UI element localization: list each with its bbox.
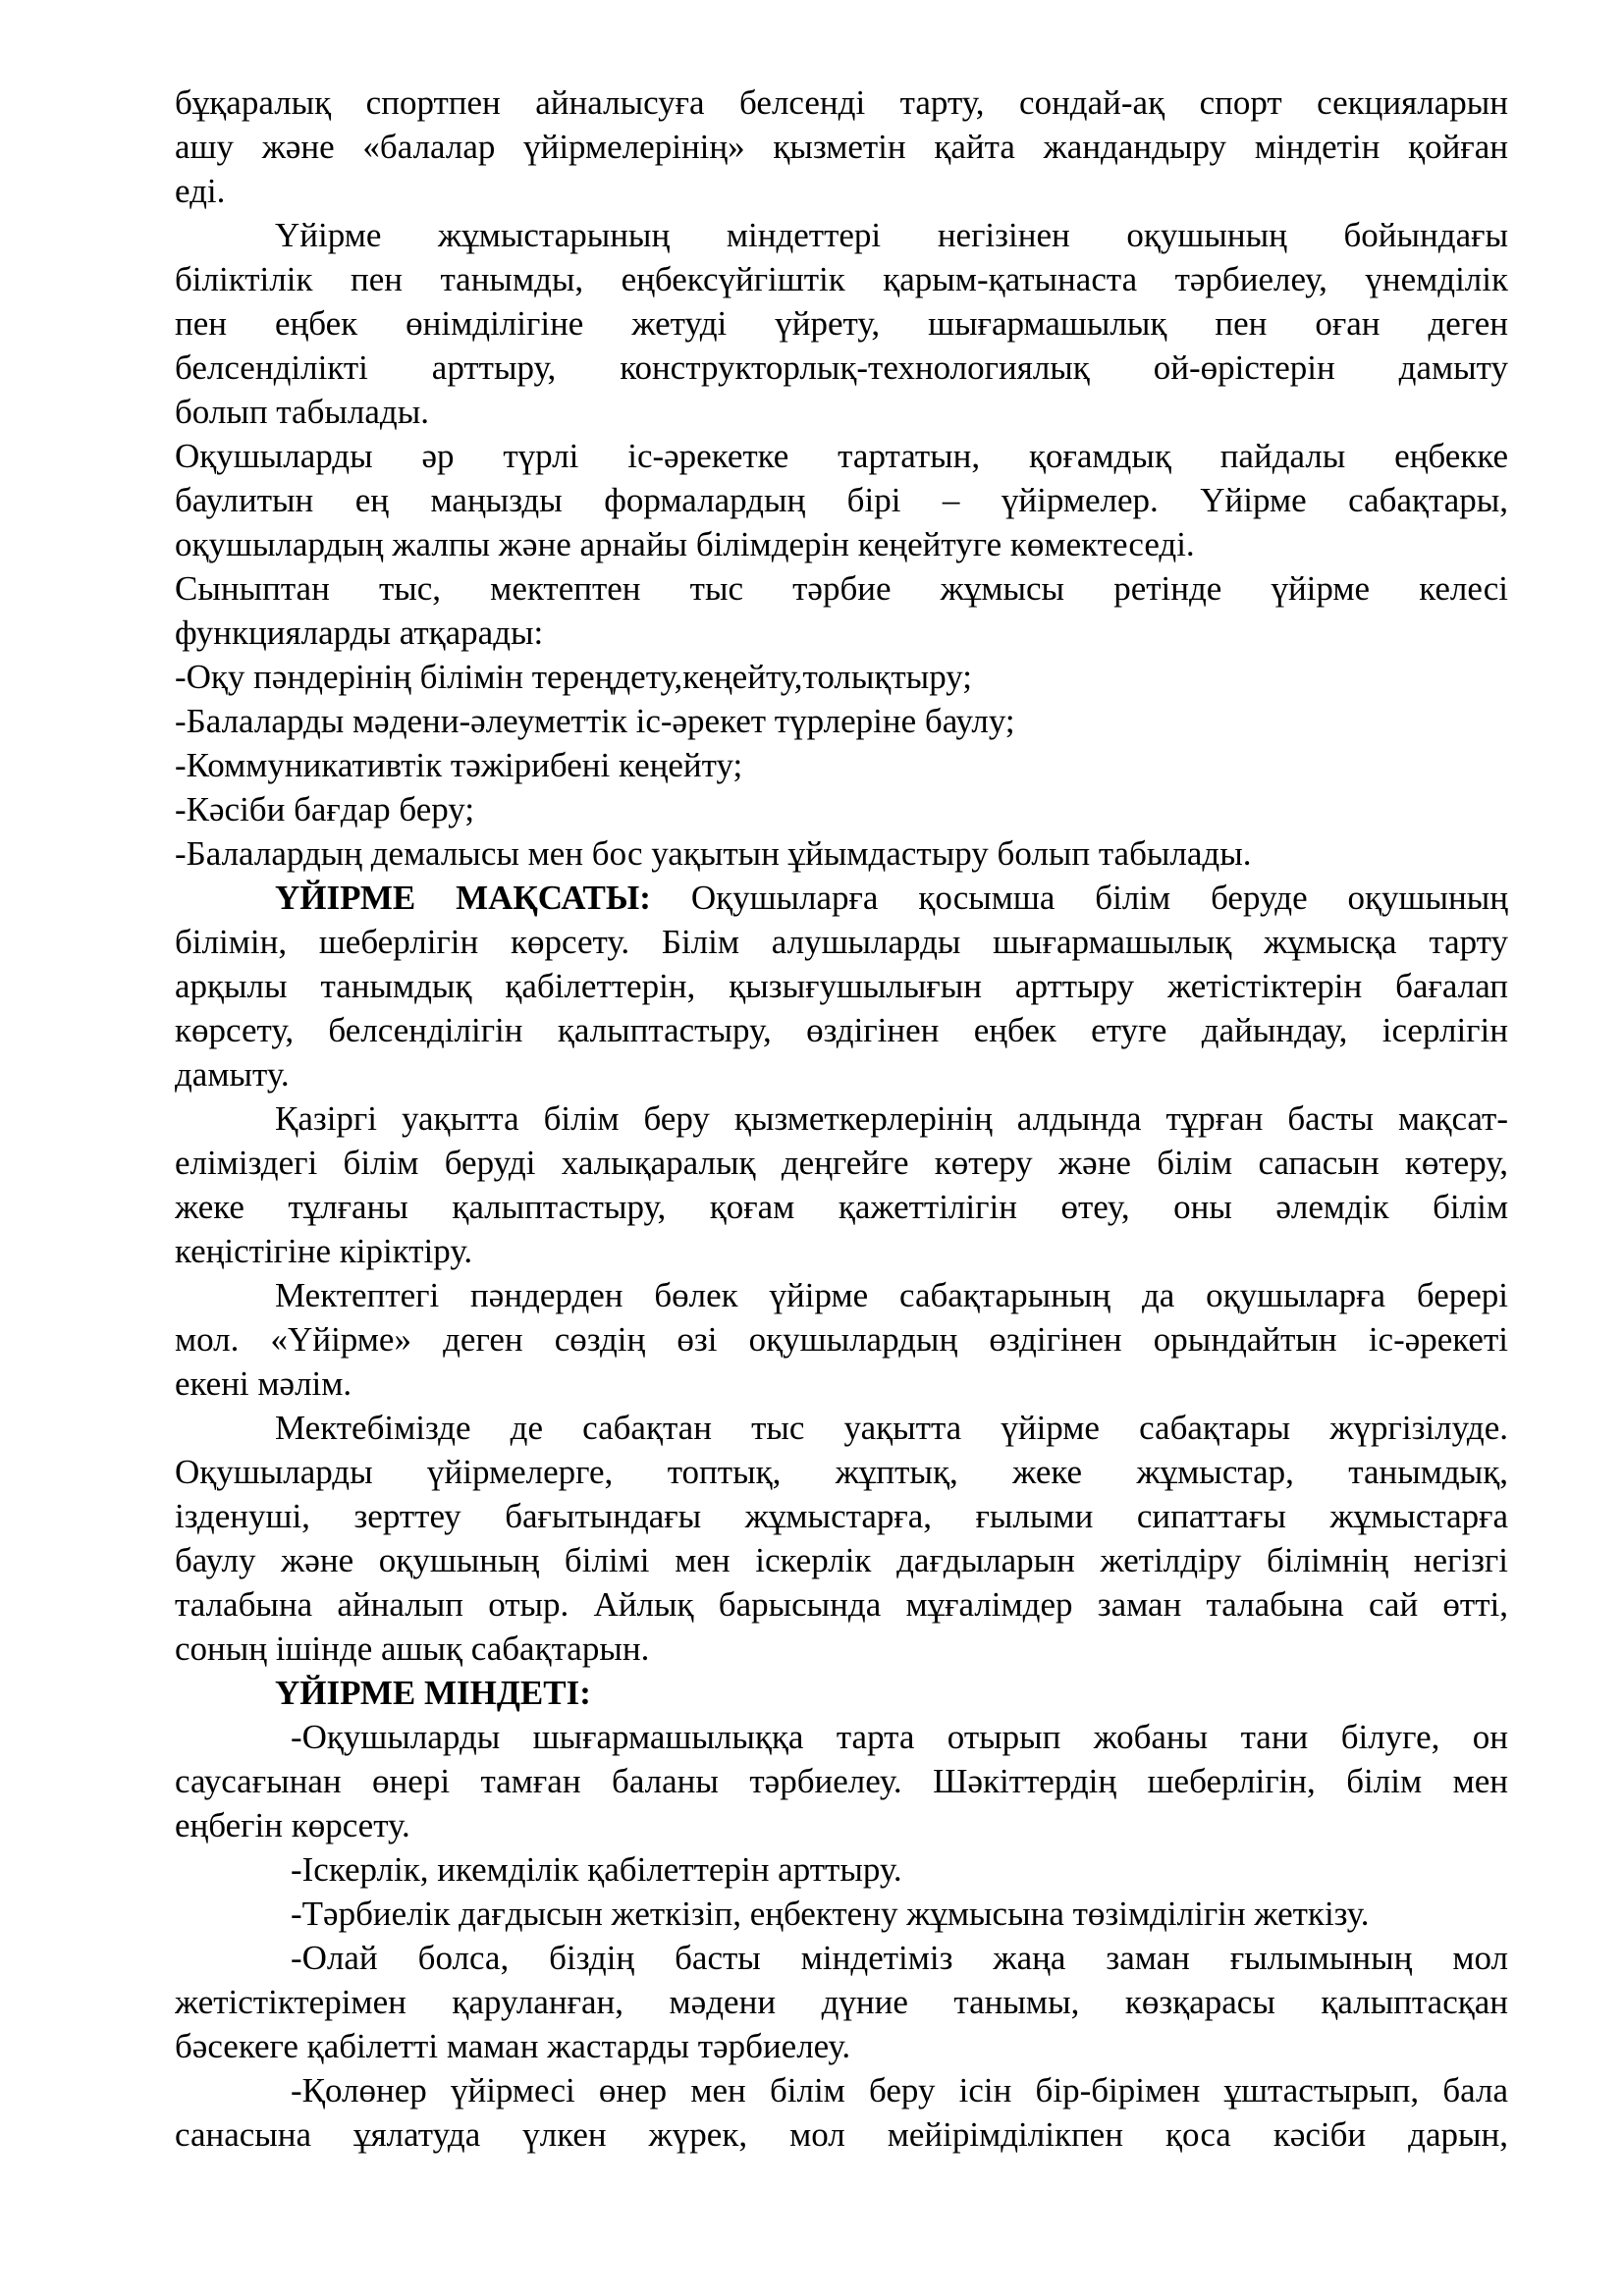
text-line: біліктілік пен танымды, еңбексүйгіштік қарым-қатынаста тәрбиелеу, үнемділік bbox=[175, 260, 1508, 298]
list-item: -Кәсіби бағдар беру; bbox=[175, 790, 475, 828]
text-line: -Қолөнер үйірмесі өнер мен білім беру ісін бір-бірімен ұштастырып, бала bbox=[291, 2071, 1508, 2109]
paragraph bbox=[175, 1096, 1508, 1273]
text-line: -Іскерлік, икемділік қабілеттерін арттыру. bbox=[291, 1850, 902, 1889]
text-line: Сыныптан тыс, мектептен тыс тәрбие жұмысы ретінде үйірме келесі bbox=[175, 569, 1508, 608]
text-line: Оқушыларды әр түрлі іс-әрекетке тартатын, қоғамдық пайдалы еңбекке bbox=[175, 437, 1508, 475]
tasks-section bbox=[175, 1671, 1508, 2157]
text-line: саусағынан өнері тамған баланы тәрбиелеу. Шәкіттердің шеберлігін, білім мен bbox=[175, 1762, 1508, 1800]
text-line: Оқушыларды үйірмелерге, топтық, жұптық, жеке жұмыстар, танымдық, bbox=[175, 1453, 1508, 1491]
list-item: -Балаларды мәдени-әлеуметтік іс-әрекет түрлеріне баулу; bbox=[175, 702, 1015, 740]
paragraph bbox=[175, 1273, 1508, 1406]
text-line: талабына айналып отыр. Айлық барысында мұғалімдер заман талабына сай өтті, bbox=[175, 1585, 1508, 1624]
text-line: санасына ұялатуда үлкен жүрек, мол мейірімділікпен қоса кәсіби дарын, bbox=[175, 2115, 1508, 2154]
paragraph bbox=[175, 80, 1508, 213]
text-line: Қазіргі уақытта білім беру қызметкерлерінің алдында тұрған басты мақсат- bbox=[275, 1099, 1508, 1138]
paragraph bbox=[175, 213, 1508, 434]
text-line: екені мәлім. bbox=[175, 1364, 352, 1403]
text-line: -Олай болса, біздің басты міндетіміз жаңа заман ғылымының мол bbox=[291, 1939, 1508, 1977]
goal-first-line: Оқушыларға қосымша білім беруде оқушының bbox=[690, 879, 1508, 917]
text-line: оқушылардың жалпы және арнайы білімдерін кеңейтуге көмектеседі. bbox=[175, 525, 1195, 563]
text-line: бұқаралық спортпен айналысуға белсенді тарту, сондай-ақ спорт секцияларын bbox=[175, 83, 1508, 122]
text-line: жетістіктерімен қаруланған, мәдени дүние танымы, көзқарасы қалыптасқан bbox=[175, 1983, 1508, 2021]
text-line: бәсекеге қабілетті маман жастарды тәрбиелеу. bbox=[175, 2027, 851, 2065]
text-line: ізденуші, зерттеу бағытындағы жұмыстарға, ғылыми сипаттағы жұмыстарға bbox=[175, 1497, 1508, 1535]
paragraph bbox=[175, 566, 1508, 655]
text-line: белсенділікті арттыру, конструкторлық-технологиялық ой-өрістерін дамыту bbox=[175, 348, 1508, 387]
text-line: функцияларды атқарады: bbox=[175, 614, 544, 652]
text-line: болып табылады. bbox=[175, 393, 429, 431]
text-line: кеңістігіне кіріктіру. bbox=[175, 1232, 473, 1270]
text-line: көрсету, белсенділігін қалыптастыру, өздігінен еңбек етуге дайындау, ісерлігін bbox=[175, 1011, 1508, 1049]
text-line: жеке тұлғаны қалыптастыру, қоғам қажеттілігін өтеу, оны әлемдік білім bbox=[175, 1188, 1508, 1226]
list-item: -Оқу пәндерінің білімін тереңдету,кеңейту,толықтыру; bbox=[175, 658, 972, 696]
text-line: баулу және оқушының білімі мен іскерлік дағдыларын жетілдіру білімнің негізгі bbox=[175, 1541, 1508, 1579]
text-line: -Тәрбиелік дағдысын жеткізіп, еңбектену жұмысына төзімділігін жеткізу. bbox=[291, 1895, 1370, 1933]
text-line: дамыту. bbox=[175, 1055, 290, 1094]
paragraph bbox=[175, 434, 1508, 566]
text-line: білімін, шеберлігін көрсету. Білім алушыларды шығармашылық жұмысқа тарту bbox=[175, 923, 1508, 961]
text-line bbox=[175, 876, 1508, 920]
text-line: Мектебімізде де сабақтан тыс уақытта үйірме сабақтары жүргізілуде. bbox=[275, 1409, 1508, 1447]
text-line: еді. bbox=[175, 172, 226, 210]
text-line: еңбегін көрсету. bbox=[175, 1806, 410, 1844]
text-line: баулитын ең маңызды формалардың бірі – үйірмелер. Үйірме сабақтары, bbox=[175, 481, 1508, 519]
text-line: ашу және «балалар үйірмелерінің» қызметін қайта жандандыру міндетін қойған bbox=[175, 128, 1508, 166]
goal-heading: ҮЙІРМЕ МАҚСАТЫ: bbox=[275, 879, 651, 917]
tasks-heading: ҮЙІРМЕ МІНДЕТІ: bbox=[275, 1674, 591, 1712]
text-line: пен еңбек өнімділігіне жетуді үйрету, шығармашылық пен оған деген bbox=[175, 304, 1508, 343]
text-line: -Оқушыларды шығармашылыққа тарта отырып жобаны тани білуге, он bbox=[291, 1718, 1508, 1756]
text-line: Үйірме жұмыстарының міндеттері негізінен оқушының бойындағы bbox=[275, 216, 1508, 254]
text-line: еліміздегі білім беруді халықаралық деңгейге көтеру және білім сапасын көтеру, bbox=[175, 1144, 1508, 1182]
text-line: арқылы танымдық қабілеттерін, қызығушылығын арттыру жетістіктерін бағалап bbox=[175, 967, 1508, 1005]
text-line: Мектептегі пәндерден бөлек үйірме сабақтарының да оқушыларға берері bbox=[275, 1276, 1508, 1314]
list-item: -Балалардың демалысы мен бос уақытын ұйымдастыру болып табылады. bbox=[175, 834, 1252, 873]
text-line: мол. «Үйірме» деген сөздің өзі оқушылардың өздігінен орындайтын іс-әрекеті bbox=[175, 1320, 1508, 1359]
paragraph bbox=[175, 1406, 1508, 1671]
document-page bbox=[175, 80, 1508, 2157]
list-item: -Коммуникативтік тәжірибені кеңейту; bbox=[175, 746, 743, 784]
goal-section bbox=[175, 876, 1508, 1096]
functions-list bbox=[175, 655, 1508, 876]
text-line: соның ішінде ашық сабақтарын. bbox=[175, 1629, 650, 1668]
